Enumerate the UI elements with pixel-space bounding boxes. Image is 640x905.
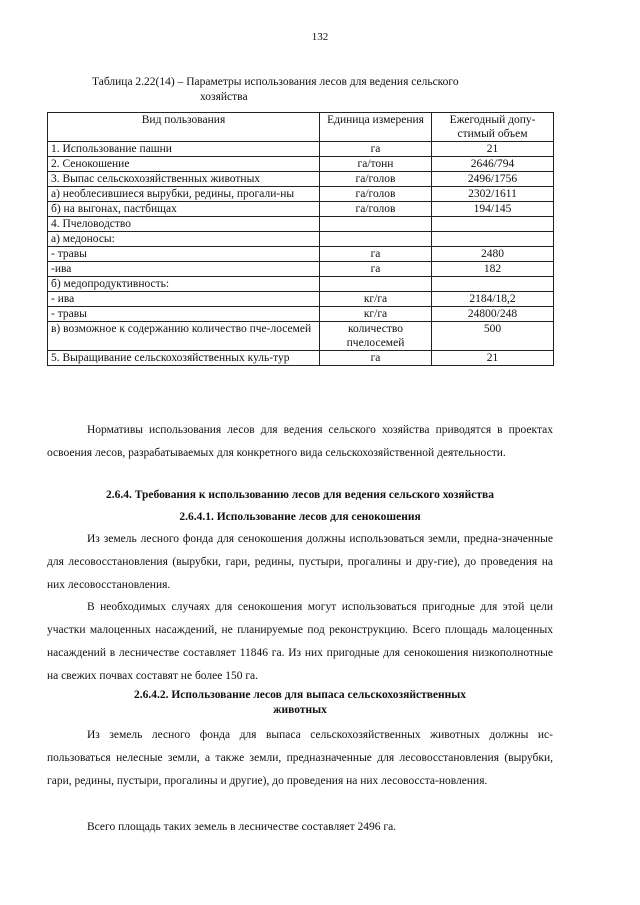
cell-unit: га [320, 142, 432, 157]
paragraph-grazing-area: Всего площадь таких земель в лесничестве составляет 2496 га. [87, 821, 397, 833]
table-row [48, 307, 554, 322]
table-row [48, 292, 554, 307]
table-row [48, 187, 554, 202]
cell-unit: количество пчелосемей [320, 322, 432, 351]
cell-volume: 194/145 [432, 202, 554, 217]
cell-volume [432, 277, 554, 292]
section-heading: 2.6.4. Требования к использованию лесов для ведения сельского хозяйства [106, 489, 494, 501]
cell-unit: га [320, 351, 432, 366]
header-type: Вид пользования [48, 113, 320, 142]
table-row [48, 172, 554, 187]
paragraph-grazing-lands: Из земель лесного фонда для выпаса сельскохозяйственных животных должны ис-пользоваться нелесные земли, а также земли, предназначенные для лесовосстановления (вырубки, гари, редины, пустыри, прогалины и другие), до проведения на них лесовосста-новления. [47, 729, 553, 787]
subsection-heading-grazing [47, 688, 553, 718]
cell-unit: га [320, 262, 432, 277]
cell-type: -ива [48, 262, 320, 277]
cell-volume: 182 [432, 262, 554, 277]
cell-unit: кг/га [320, 292, 432, 307]
cell-type: 1. Использование пашни [48, 142, 320, 157]
header-unit: Единица измерения [320, 113, 432, 142]
cell-unit [320, 277, 432, 292]
table-row [48, 157, 554, 172]
cell-unit [320, 217, 432, 232]
cell-volume: 2480 [432, 247, 554, 262]
cell-unit: кг/га [320, 307, 432, 322]
page-number: 132 [311, 31, 329, 43]
cell-volume: 500 [432, 322, 554, 351]
cell-volume: 2302/1611 [432, 187, 554, 202]
table-caption [92, 75, 542, 105]
cell-volume: 24800/248 [432, 307, 554, 322]
cell-volume: 21 [432, 142, 554, 157]
caption-line-1: Таблица 2.22(14) – Параметры использования лесов для ведения сельского [92, 76, 459, 88]
cell-volume [432, 232, 554, 247]
cell-type: 2. Сенокошение [48, 157, 320, 172]
table-row [48, 262, 554, 277]
subsection-heading-haymaking: 2.6.4.1. Использование лесов для сенокошения [179, 511, 421, 523]
heading-line-2: животных [273, 704, 327, 716]
table-row [48, 277, 554, 292]
cell-type: 4. Пчеловодство [48, 217, 320, 232]
table-row [48, 232, 554, 247]
paragraph-haymaking-stands: В необходимых случаях для сенокошения могут использоваться пригодные для этой цели участки малоценных насаждений, не планируемые под реконструкцию. Всего площадь малоценных насаждений в лесничестве составляет 11846 га. Из них пригодные для сенокошения низкополнотные на свежих почвах составят не более 150 га. [47, 601, 553, 682]
cell-volume [432, 217, 554, 232]
cell-type: - травы [48, 247, 320, 262]
cell-unit: га/тонн [320, 157, 432, 172]
paragraph-norms: Нормативы использования лесов для ведения сельского хозяйства приводятся в проектах освоения лесов, разрабатываемых для конкретного вида сельскохозяйственной деятельности. [47, 424, 553, 459]
heading-line-1: 2.6.4.2. Использование лесов для выпаса сельскохозяйственных [133, 689, 467, 701]
table-row [48, 322, 554, 351]
cell-unit: га/голов [320, 172, 432, 187]
cell-unit [320, 232, 432, 247]
cell-type: а) медоносы: [48, 232, 320, 247]
paragraph-haymaking-lands: Из земель лесного фонда для сенокошения должны использоваться земли, предна-значенные для лесовосстановления (вырубки, гари, редины, пустыри, прогалины и дру-гие), до проведения на них лесовосстановления. [47, 533, 553, 591]
cell-unit: га [320, 247, 432, 262]
cell-type: 3. Выпас сельскохозяйственных животных [48, 172, 320, 187]
cell-type: в) возможное к содержанию количество пче-лосемей [48, 322, 320, 351]
table-row [48, 351, 554, 366]
cell-volume: 2184/18,2 [432, 292, 554, 307]
cell-unit: га/голов [320, 187, 432, 202]
cell-volume: 2496/1756 [432, 172, 554, 187]
cell-type: - травы [48, 307, 320, 322]
cell-volume: 2646/794 [432, 157, 554, 172]
cell-type: а) необлесившиеся вырубки, редины, прогали-ны [48, 187, 320, 202]
caption-line-2: хозяйства [200, 91, 248, 103]
cell-type: 5. Выращивание сельскохозяйственных куль-тур [48, 351, 320, 366]
table-row [48, 142, 554, 157]
parameters-table [47, 112, 554, 366]
header-volume: Ежегодный допу-стимый объем [432, 113, 554, 142]
cell-volume: 21 [432, 351, 554, 366]
table-row [48, 202, 554, 217]
table-row [48, 247, 554, 262]
cell-type: - ива [48, 292, 320, 307]
table-header-row [48, 113, 554, 142]
table-row [48, 217, 554, 232]
cell-type: б) медопродуктивность: [48, 277, 320, 292]
cell-type: б) на выгонах, пастбищах [48, 202, 320, 217]
cell-unit: га/голов [320, 202, 432, 217]
